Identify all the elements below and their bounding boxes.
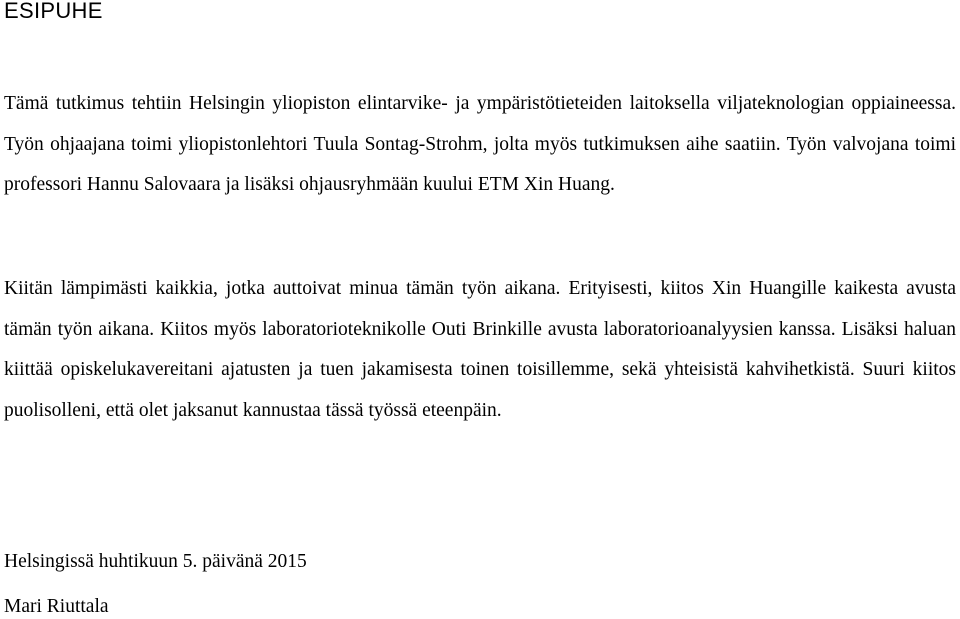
page-heading: ESIPUHE — [4, 0, 103, 23]
paragraph-thanks: Kiitän lämpimästi kaikkia, jotka auttoivat minua tämän työn aikana. Erityisesti, kiitos Xin Huangille kaikesta avusta tämän työn aikana. Kiitos myös laboratorioteknikolle Outi Brinkille avusta laboratorioanalyysien kanssa. Lisäksi haluan kiittää opiskelukavereitani ajatusten ja tuen jakamisesta toinen toisillemme, sekä yhteisistä kahvihetkistä. Suuri kiitos puolisolleni, että olet jaksanut kannustaa tässä työssä eteenpäin. — [4, 278, 956, 422]
paragraph-acknowledgement-context: Tämä tutkimus tehtiin Helsingin yliopiston elintarvike- ja ympäristötieteiden laitoksella viljateknologian oppiaineessa. Työn ohjaajana toimi yliopistonlehtori Tuula Sontag-Strohm, jolta myös tutkimuksen aihe saatiin. Työn valvojana toimi professori Hannu Salovaara ja lisäksi ohjausryhmään kuului ETM Xin Huang. — [4, 93, 956, 196]
place-and-date: Helsingissä huhtikuun 5. päivänä 2015 — [4, 551, 307, 572]
author-name: Mari Riuttala — [4, 596, 109, 617]
